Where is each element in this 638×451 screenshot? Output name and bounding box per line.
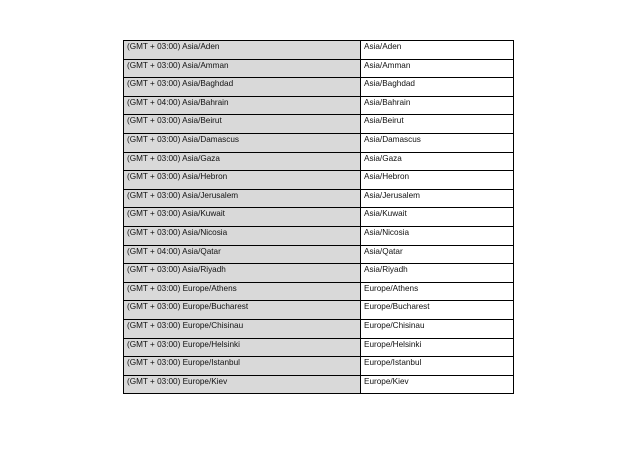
timezone-label-cell: (GMT + 04:00) Asia/Bahrain xyxy=(124,96,361,115)
table-row xyxy=(124,264,514,283)
table-row xyxy=(124,41,514,60)
timezone-label-cell: (GMT + 03:00) Asia/Kuwait xyxy=(124,208,361,227)
timezone-label-cell: (GMT + 03:00) Europe/Chisinau xyxy=(124,319,361,338)
table-row xyxy=(124,133,514,152)
table-row xyxy=(124,96,514,115)
timezone-value-cell: Asia/Jerusalem xyxy=(361,189,514,208)
timezone-value-cell: Asia/Amman xyxy=(361,59,514,78)
timezone-value-cell: Europe/Istanbul xyxy=(361,357,514,376)
table-row xyxy=(124,375,514,394)
timezone-label-cell: (GMT + 03:00) Europe/Helsinki xyxy=(124,338,361,357)
timezone-label-cell: (GMT + 03:00) Asia/Gaza xyxy=(124,152,361,171)
timezone-value-cell: Asia/Hebron xyxy=(361,171,514,190)
timezone-label-cell: (GMT + 03:00) Europe/Athens xyxy=(124,282,361,301)
timezone-label-cell: (GMT + 03:00) Asia/Beirut xyxy=(124,115,361,134)
timezone-value-cell: Europe/Helsinki xyxy=(361,338,514,357)
timezone-value-cell: Asia/Damascus xyxy=(361,133,514,152)
timezone-value-cell: Asia/Bahrain xyxy=(361,96,514,115)
timezone-label-cell: (GMT + 03:00) Asia/Baghdad xyxy=(124,78,361,97)
table-row xyxy=(124,115,514,134)
table-row xyxy=(124,171,514,190)
table-row xyxy=(124,152,514,171)
timezone-label-cell: (GMT + 03:00) Asia/Amman xyxy=(124,59,361,78)
table-row xyxy=(124,357,514,376)
table-row xyxy=(124,245,514,264)
timezone-label-cell: (GMT + 03:00) Europe/Istanbul xyxy=(124,357,361,376)
timezone-value-cell: Europe/Chisinau xyxy=(361,319,514,338)
table-row xyxy=(124,226,514,245)
timezone-value-cell: Asia/Baghdad xyxy=(361,78,514,97)
timezone-table xyxy=(123,40,514,394)
table-row xyxy=(124,189,514,208)
table-row xyxy=(124,208,514,227)
timezone-label-cell: (GMT + 03:00) Europe/Kiev xyxy=(124,375,361,394)
table-row xyxy=(124,338,514,357)
timezone-label-cell: (GMT + 03:00) Asia/Hebron xyxy=(124,171,361,190)
timezone-value-cell: Asia/Qatar xyxy=(361,245,514,264)
timezone-value-cell: Asia/Kuwait xyxy=(361,208,514,227)
timezone-label-cell: (GMT + 03:00) Asia/Jerusalem xyxy=(124,189,361,208)
table-row xyxy=(124,282,514,301)
timezone-value-cell: Europe/Bucharest xyxy=(361,301,514,320)
timezone-label-cell: (GMT + 03:00) Asia/Nicosia xyxy=(124,226,361,245)
table-row xyxy=(124,59,514,78)
timezone-value-cell: Asia/Aden xyxy=(361,41,514,60)
timezone-label-cell: (GMT + 04:00) Asia/Qatar xyxy=(124,245,361,264)
timezone-label-cell: (GMT + 03:00) Asia/Damascus xyxy=(124,133,361,152)
timezone-value-cell: Europe/Kiev xyxy=(361,375,514,394)
timezone-label-cell: (GMT + 03:00) Asia/Aden xyxy=(124,41,361,60)
timezone-value-cell: Asia/Beirut xyxy=(361,115,514,134)
table-row xyxy=(124,301,514,320)
timezone-value-cell: Asia/Riyadh xyxy=(361,264,514,283)
timezone-label-cell: (GMT + 03:00) Asia/Riyadh xyxy=(124,264,361,283)
table-row xyxy=(124,319,514,338)
timezone-value-cell: Asia/Nicosia xyxy=(361,226,514,245)
timezone-value-cell: Europe/Athens xyxy=(361,282,514,301)
timezone-value-cell: Asia/Gaza xyxy=(361,152,514,171)
timezone-label-cell: (GMT + 03:00) Europe/Bucharest xyxy=(124,301,361,320)
table-row xyxy=(124,78,514,97)
timezone-table-body xyxy=(124,41,514,394)
